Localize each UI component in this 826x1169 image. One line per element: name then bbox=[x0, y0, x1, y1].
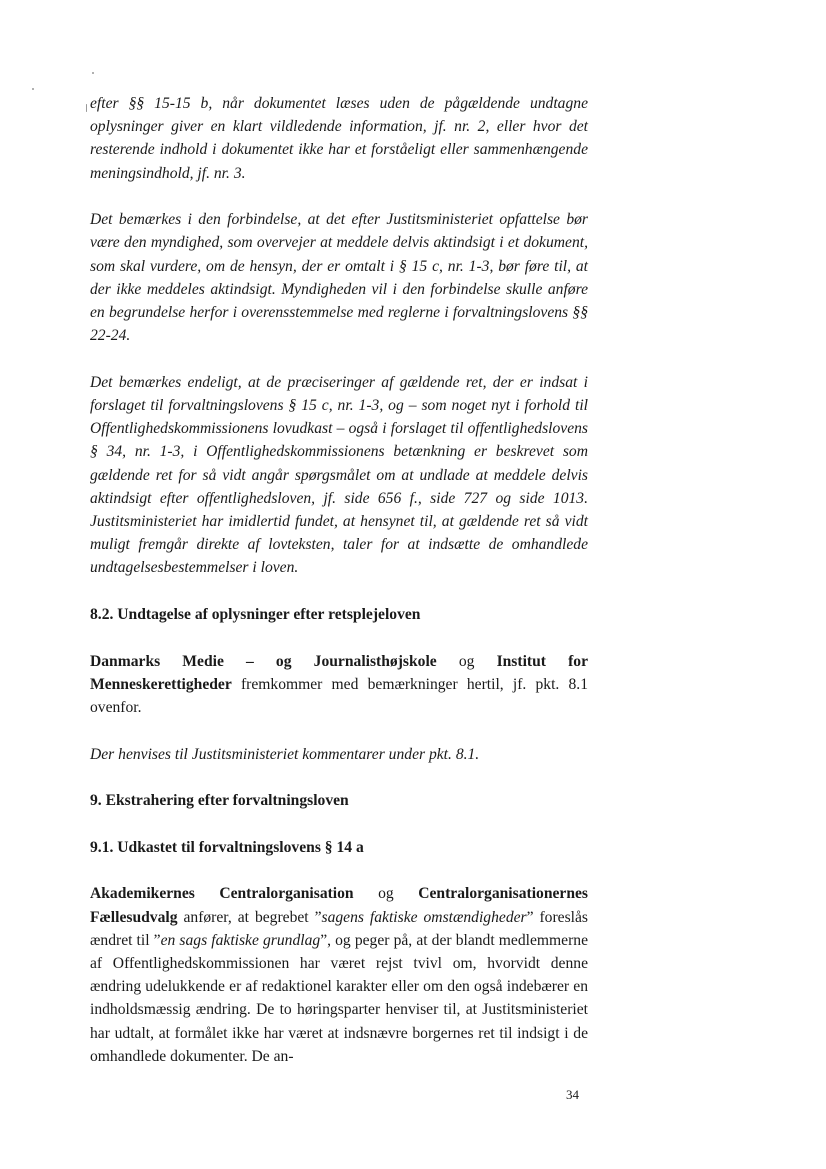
org-name: Akademikernes Centralorganisation bbox=[90, 885, 354, 903]
text-segment: og bbox=[436, 652, 497, 670]
quoted-term: en sags faktiske grundlag bbox=[160, 931, 321, 949]
paragraph-4 bbox=[90, 650, 588, 720]
org-name: Centralorganisationernes Fællesudvalg bbox=[90, 885, 588, 926]
paragraph-1: efter §§ 15-15 b, når dokumentet læses uden de pågældende undtagne oplysninger giver en klart vildledende information, jf. nr. 2, eller hvor det resterende indhold i dokumentet ikke har et forståeligt eller sammenhængende meningsindhold, jf. nr. 3. bbox=[90, 95, 588, 182]
scan-speck bbox=[92, 72, 94, 74]
text-segment: fremkommer med bemærkninger hertil, jf. pkt. 8.1 ovenfor. bbox=[90, 675, 588, 717]
org-name: Institut for Menneskerettigheder bbox=[90, 652, 588, 693]
section-heading-9-1: 9.1. Udkastet til forvaltningslovens § 14 a bbox=[90, 838, 364, 856]
document-page bbox=[90, 92, 588, 1068]
scan-speck bbox=[86, 104, 87, 112]
paragraph-5: Der henvises til Justitsministeriet kommentarer under pkt. 8.1. bbox=[90, 745, 480, 763]
quoted-term: sagens faktiske omstændigheder bbox=[321, 908, 527, 926]
text-segment: anfører, at begrebet ” bbox=[177, 908, 322, 926]
scan-speck bbox=[32, 88, 34, 90]
page-number: 34 bbox=[566, 1087, 579, 1102]
paragraph-2: Det bemærkes i den forbindelse, at det efter Justitsministeriet opfattelse bør være den myndighed, som overvejer at meddele delvis aktindsigt i et dokument, som skal vurdere, om de hensyn, der er omtalt i § 15 c, nr. 1-3, bør føre til, at der ikke meddeles aktindsigt. Myndigheden vil i den forbindelse skulle anføre en begrundelse herfor i overensstemmelse med reglerne i forvaltningslovens §§ 22-24. bbox=[90, 211, 588, 345]
paragraph-6 bbox=[90, 882, 588, 1068]
text-segment: ”, og peger på, at der blandt medlemmerne af Offentlighedskommissionen har været rejst tvivl om, hvorvidt denne ændring udelukkende er af redaktionel karakter eller om den også indebærer en indholdsmæssig ændring. De to høringsparter henviser til, at Justitsministeriet har udtalt, at formålet ikke har været at indsnævre borgernes ret til indsigt i de omhandlede dokumenter. De an- bbox=[90, 931, 588, 1065]
org-name: Danmarks Medie – og Journalisthøjskole bbox=[90, 652, 437, 670]
section-heading-8-2: 8.2. Undtagelse af oplysninger efter retsplejeloven bbox=[90, 606, 421, 624]
section-heading-9: 9. Ekstrahering efter forvaltningsloven bbox=[90, 792, 349, 810]
text-segment: og bbox=[353, 885, 419, 903]
text-segment: ” foreslås ændret til ” bbox=[90, 908, 588, 949]
paragraph-3: Det bemærkes endeligt, at de præciseringer af gældende ret, der er indsat i forslaget til forvaltningslovens § 15 c, nr. 1-3, og – som noget nyt i forhold til Offentlighedskommissionens lovudkast – også i forslaget til offentlighedslovens § 34, nr. 1-3, i Offentlighedskommissionens betænkning er beskrevet som gældende ret for så vidt angår spørgsmålet om at undlade at meddele delvis aktindsigt efter offentlighedsloven, jf. side 656 f., side 727 og side 1013. Justitsministeriet har imidlertid fundet, at hensynet til, at gældende ret så vidt muligt fremgår direkte af lovteksten, taler for at indsætte de omhandlede undtagelsesbestemmelser i loven. bbox=[90, 373, 588, 577]
